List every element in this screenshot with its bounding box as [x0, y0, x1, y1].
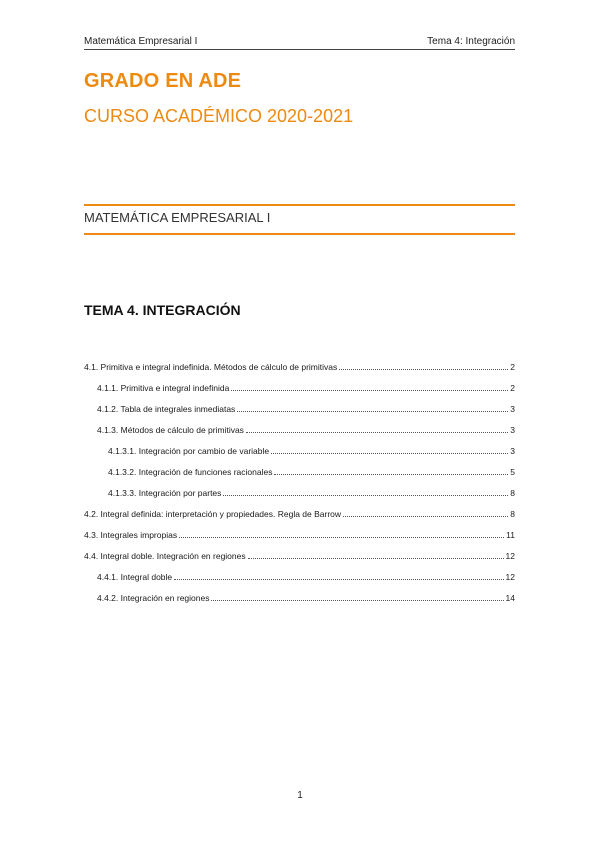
- degree-title: GRADO EN ADE: [84, 70, 242, 92]
- toc-leader: [211, 593, 503, 601]
- toc-entry-title: 4.1.3.1. Integración por cambio de variable: [108, 446, 270, 456]
- toc-entry-page: 2: [510, 362, 515, 372]
- toc-entry-page: 2: [510, 383, 515, 393]
- toc-entry-title: 4.4. Integral doble. Integración en regiones: [84, 551, 246, 561]
- toc-entry[interactable]: [108, 488, 515, 498]
- toc-entry-page: 3: [510, 404, 515, 414]
- toc-leader: [174, 572, 503, 580]
- toc-entry[interactable]: [84, 362, 515, 372]
- toc-entry-page: 8: [510, 509, 515, 519]
- toc-entry[interactable]: [97, 593, 515, 603]
- toc-entry-title: 4.1.1. Primitiva e integral indefinida: [97, 383, 230, 393]
- toc-entry-page: 11: [506, 530, 515, 540]
- header-subject: Matemática Empresarial I: [84, 36, 198, 47]
- toc-leader: [343, 509, 508, 517]
- toc-leader: [271, 446, 508, 454]
- toc-entry-title: 4.1.3.3. Integración por partes: [108, 488, 222, 498]
- subject-banner: [84, 204, 515, 235]
- page-number: 1: [297, 790, 303, 801]
- toc-leader: [223, 488, 508, 496]
- subject-title: MATEMÁTICA EMPRESARIAL I: [84, 210, 271, 225]
- toc-entry-title: 4.1. Primitiva e integral indefinida. Métodos de cálculo de primitivas: [84, 362, 338, 372]
- toc-entry-title: 4.4.2. Integración en regiones: [97, 593, 210, 603]
- toc-leader: [339, 362, 508, 370]
- toc-entry[interactable]: [97, 404, 515, 414]
- page-header: [84, 36, 515, 50]
- toc-entry[interactable]: [108, 467, 515, 477]
- toc-leader: [179, 530, 504, 538]
- toc-entry[interactable]: [97, 425, 515, 435]
- toc-entry-title: 4.3. Integrales impropias: [84, 530, 178, 540]
- toc-entry-title: 4.1.3. Métodos de cálculo de primitivas: [97, 425, 244, 435]
- toc-leader: [246, 425, 508, 433]
- toc-entry-page: 3: [510, 446, 515, 456]
- toc-entry[interactable]: [84, 509, 515, 519]
- toc-leader: [274, 467, 508, 475]
- toc-leader: [248, 551, 504, 559]
- toc-entry-page: 8: [510, 488, 515, 498]
- toc-entry[interactable]: [84, 551, 515, 561]
- chapter-title: TEMA 4. INTEGRACIÓN: [84, 302, 241, 318]
- toc-entry[interactable]: [97, 572, 515, 582]
- toc-entry[interactable]: [84, 530, 515, 540]
- toc-entry-page: 3: [510, 425, 515, 435]
- toc-leader: [237, 404, 508, 412]
- header-topic: Tema 4: Integración: [427, 36, 515, 47]
- toc-entry-title: 4.1.2. Tabla de integrales inmediatas: [97, 404, 236, 414]
- toc-entry-page: 12: [505, 551, 515, 561]
- toc-entry-title: 4.1.3.2. Integración de funciones racionales: [108, 467, 273, 477]
- toc-entry-page: 12: [505, 572, 515, 582]
- toc-entry-title: 4.4.1. Integral doble: [97, 572, 173, 582]
- toc-entry-page: 5: [510, 467, 515, 477]
- toc-entry-page: 14: [505, 593, 515, 603]
- toc-leader: [231, 383, 508, 391]
- toc-entry[interactable]: [97, 383, 515, 393]
- academic-year: CURSO ACADÉMICO 2020-2021: [84, 106, 354, 126]
- toc-entry[interactable]: [108, 446, 515, 456]
- toc-entry-title: 4.2. Integral definida: interpretación y propiedades. Regla de Barrow: [84, 509, 342, 519]
